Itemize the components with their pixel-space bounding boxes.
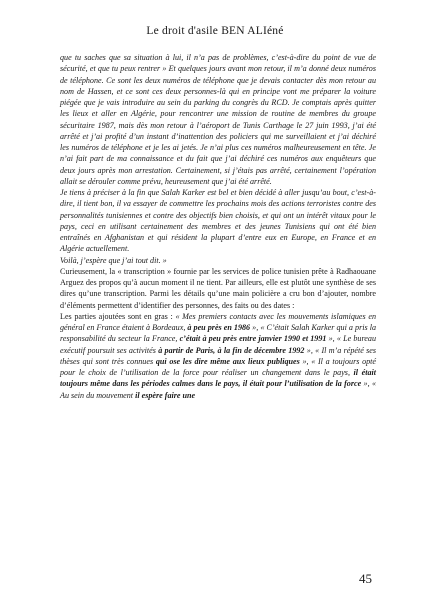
quote-4-bold-2: il était toujours même dans les périodes calmes dans le pays, il était pour l’utilisation de la force [60,368,376,389]
quote-3: « Le bureau exécutif poursuit ses activités [60,334,376,355]
paragraph-commentary: Curieusement, la « transcription » fournie par les services de police tunisien prête à Radhaouane Arguez des propos qu’à aucun moment il ne tient. Par ailleurs, elle est plutôt une synthèse de ses dires qu’une transcription. Parmi les détails qu’une main policière a cru bon d’ajouter, nombre d’éléments permettent d’identifier des personnes, des faits ou des dates : [60,266,376,310]
paragraph-bold-additions [60,311,376,401]
quote-2-end: », [326,334,337,344]
paragraph-testimony-1: que tu saches que sa situation à lui, il n’a pas de problèmes, c’est-à-dire du point de vue de sécurité, et que tu peux rentrer » Et quelques jours avant mon retour, il m’a donné deux numéros de téléphone. Ce sont les deux numéros de téléphone que je devais contacter dès mon retour au nom de Hassen, et ce sont ces deux personnes-là qui en principe vont me préparer la voiture piégée que je vais introduire au sein du parking du congrès du RCD. Je comptais après quitter les lieux et aller en Algérie, pour rencontrer une mission de routine de membres du groupe sécuritaire 1987, mais dès mon retour à l’aéroport de Tunis Carthage le 27 juin 1993, j’ai été arrêté et j’ai profité d’un instant d’inattention des policiers qui me surveillaient et j’ai déchiré les numéros de téléphone et je les ai jetés. Je n’ai plus ces numéros malheureusement en tête. Je n’ai fait part de ma connaissance et du fait que j’ai déchiré ces numéros aux enquêteurs que deux jours après mon arrestation. Certainement, si j’étais pas arrêté, certainement l’opération allait se dérouler comme prévu, heureusement que j’ai été arrêté. [60,53,376,186]
running-header: Le droit d'asile BEN ALIéné [146,25,284,37]
quote-1-bold: à peu près en 1986 [187,323,251,332]
quote-4-end: », « Au sein du mouvement [60,379,376,400]
quote-2: « C’était Salah Karker qui a pris la responsabilité du secteur la France, [60,323,376,344]
paragraph-closing-quote: Voilà, j’espère que j’ai tout dit. » [60,255,167,265]
lead-text: Les parties ajoutées sont en gras : [60,311,176,321]
quote-3-end: », [304,345,316,355]
quote-4: « Il m’a répété ses thèses qui sont très connues [60,345,376,366]
page-number: 45 [359,571,372,586]
page-body [60,52,376,401]
quote-4-bold: qui ose les dire même aux lieux publiques [155,356,300,366]
quote-1: « Mes premiers contacts avec les mouvements islamiques en général en France étaient à Bordeaux, [60,311,377,332]
quote-2-bold: c’était à peu près entre janvier 1990 et 1991 [179,334,327,344]
quote-4-mid: », « Il a toujours opté pour le choix de l’utilisation de la force pour réaliser un changement dans le pays, [60,356,377,377]
quote-1-end: », [250,323,261,332]
quote-3-bold: à partir de Paris, à la fin de décembre 1992 [158,345,305,355]
paragraph-testimony-2: Je tiens à préciser à la fin que Salah Karker est bel et bien décidé à aller jusqu’au bout, c’est-à-dire, il tient bon, il va essayer de commettre les prochains mois des actions terroristes contre des personnalités tunisiennes et contre des objectifs bien choisis, et qui ont un intérêt vitaux pour le pays, ceci en utilisant certainement des membres et des jeunes Tunisiens qui ont été bien entraînés en Afghanistan et qui résident la plupart d’entre eux en Europe, en France et en Algérie actuellement. [60,188,376,254]
quote-5-bold: il espère faire une [135,390,196,400]
